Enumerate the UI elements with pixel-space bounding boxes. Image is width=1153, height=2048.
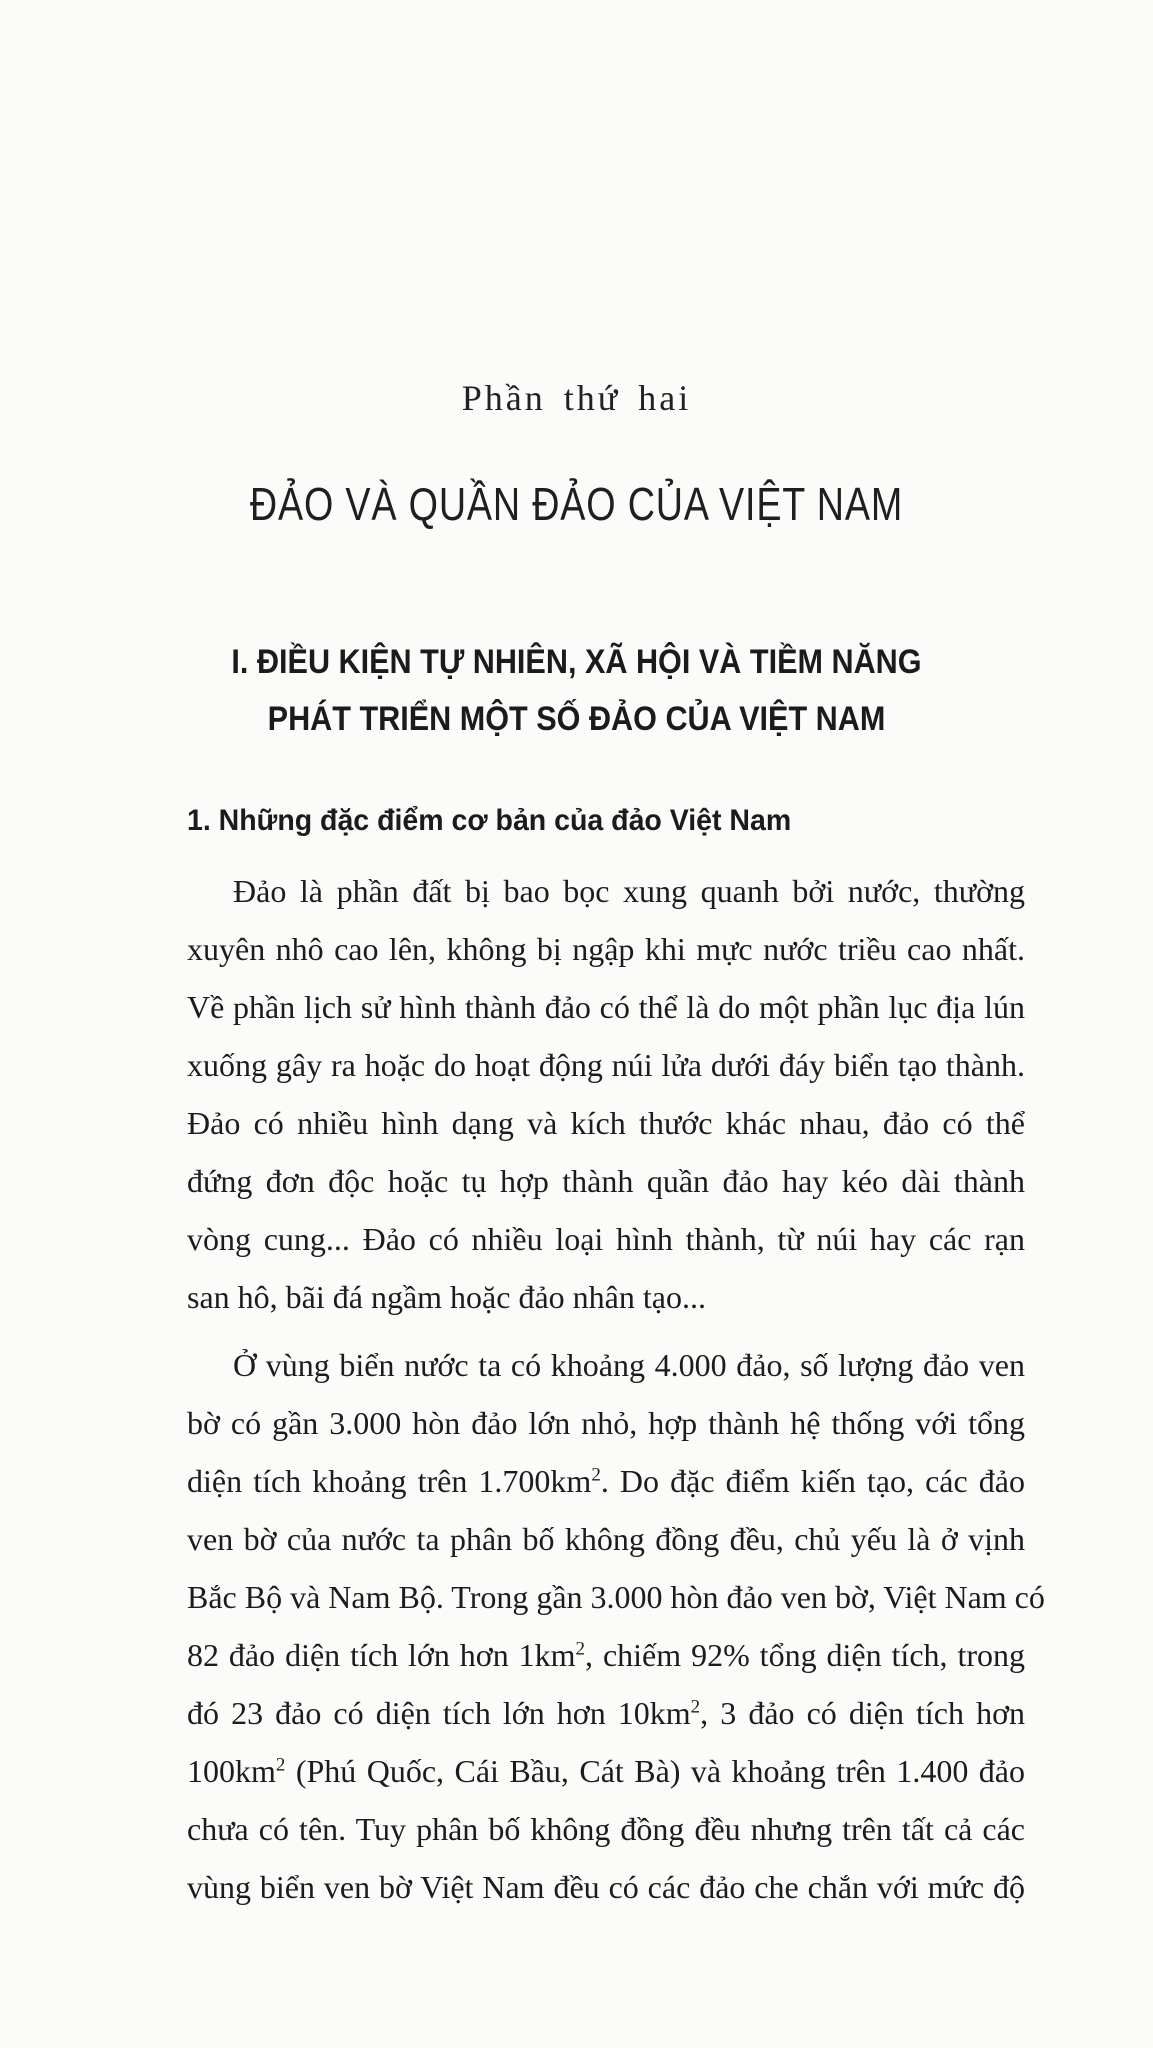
section-heading-line-2: PHÁT TRIỂN MỘT SỐ ĐẢO CỦA VIỆT NAM bbox=[267, 700, 886, 738]
paragraph-2-line bbox=[187, 1635, 1025, 1675]
paragraph-2-line bbox=[187, 1461, 1025, 1501]
paragraph-2-text: 82 đảo diện tích lớn hơn 1km bbox=[187, 1637, 576, 1673]
part-label: Phần thứ hai bbox=[461, 378, 692, 418]
paragraph-2-line: Bắc Bộ và Nam Bộ. Trong gần 3.000 hòn đảo ven bờ, Việt Nam có bbox=[187, 1579, 1045, 1615]
paragraph-2-text: , 3 đảo có diện tích hơn bbox=[700, 1695, 1025, 1731]
paragraph-2-line: Ở vùng biển nước ta có khoảng 4.000 đảo, số lượng đảo ven bbox=[233, 1347, 1025, 1383]
superscript-2: 2 bbox=[575, 1638, 586, 1660]
section-heading-line-1: I. ĐIỀU KIỆN TỰ NHIÊN, XÃ HỘI VÀ TIỀM NĂNG bbox=[231, 643, 922, 681]
paragraph-2-text: , chiếm 92% tổng diện tích, trong bbox=[585, 1637, 1026, 1673]
paragraph-1-line: Về phần lịch sử hình thành đảo có thể là do một phần lục địa lún bbox=[187, 989, 1025, 1025]
superscript-2: 2 bbox=[690, 1696, 701, 1718]
paragraph-2-text: đó 23 đảo có diện tích lớn hơn 10km bbox=[187, 1695, 691, 1731]
paragraph-2-line: chưa có tên. Tuy phân bố không đồng đều nhưng trên tất cả các bbox=[187, 1811, 1025, 1847]
paragraph-2-line: ven bờ của nước ta phân bố không đồng đều, chủ yếu là ở vịnh bbox=[187, 1521, 1025, 1557]
paragraph-2-text: diện tích khoảng trên 1.700km bbox=[187, 1463, 592, 1499]
paragraph-1-line: Đảo có nhiều hình dạng và kích thước khác nhau, đảo có thể bbox=[187, 1105, 1025, 1141]
superscript-2: 2 bbox=[275, 1754, 286, 1776]
paragraph-2-line bbox=[187, 1751, 1025, 1791]
superscript-2: 2 bbox=[591, 1464, 601, 1486]
paragraph-1-line: san hô, bãi đá ngầm hoặc đảo nhân tạo... bbox=[187, 1279, 706, 1315]
paragraph-2-line: vùng biển ven bờ Việt Nam đều có các đảo che chắn với mức độ bbox=[187, 1869, 1025, 1905]
paragraph-2-text: . Do đặc điểm kiến tạo, các đảo bbox=[600, 1463, 1026, 1499]
subsection-heading: 1. Những đặc điểm cơ bản của đảo Việt Nam bbox=[187, 804, 792, 837]
paragraph-1-line: xuyên nhô cao lên, không bị ngập khi mực nước triều cao nhất. bbox=[187, 931, 1025, 967]
paragraph-2-text: (Phú Quốc, Cái Bầu, Cát Bà) và khoảng trên 1.400 đảo bbox=[285, 1753, 1025, 1789]
paragraph-1-line: vòng cung... Đảo có nhiều loại hình thành, từ núi hay các rạn bbox=[187, 1221, 1025, 1257]
paragraph-2-line: bờ có gần 3.000 hòn đảo lớn nhỏ, hợp thành hệ thống với tổng bbox=[187, 1405, 1025, 1441]
paragraph-1-line: xuống gây ra hoặc do hoạt động núi lửa dưới đáy biển tạo thành. bbox=[187, 1047, 1025, 1083]
part-title: ĐẢO VÀ QUẦN ĐẢO CỦA VIỆT NAM bbox=[249, 478, 904, 530]
paragraph-2-text: 100km bbox=[187, 1753, 276, 1789]
paragraph-1-line: Đảo là phần đất bị bao bọc xung quanh bởi nước, thường bbox=[233, 873, 1025, 909]
paragraph-2-line bbox=[187, 1693, 1025, 1733]
paragraph-1-line: đứng đơn độc hoặc tụ hợp thành quần đảo hay kéo dài thành bbox=[187, 1163, 1025, 1199]
